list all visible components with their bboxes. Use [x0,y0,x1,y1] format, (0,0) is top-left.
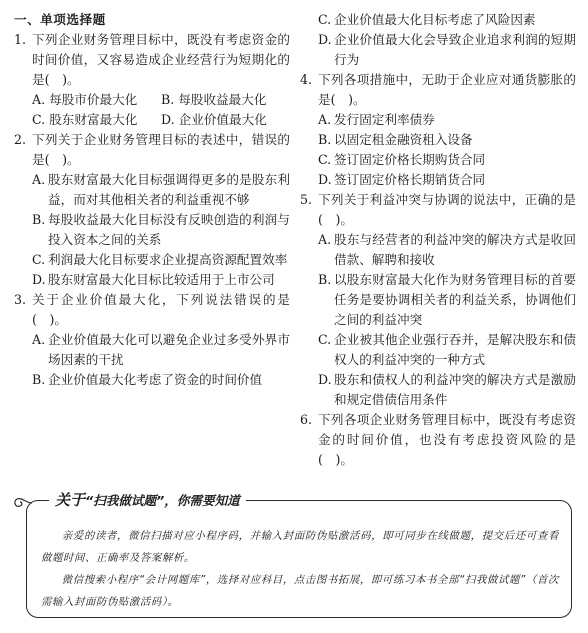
option-text: 企业价值最大化可以避免企业过多受外界市场因素的干扰 [48,332,290,367]
question-number: 1. [14,32,27,47]
option-text: 以固定租金融资租入设备 [334,132,473,147]
question-text: 下列企业财务管理目标中，既没有考虑资金的时间价值，又容易造成企业经营行为短期化的是( )。 [32,32,290,87]
option-label: D. [32,272,46,287]
option-a[interactable] [14,330,290,370]
notice-title-rest: “扫我做试题”，你需要知道 [85,493,240,508]
question-1 [14,30,290,90]
option-label: D. [318,372,332,387]
notice-title-prefix: 关于 [55,491,86,509]
option-d[interactable]: D. 企业价值最大化 [161,112,267,127]
option-row [14,90,290,110]
option-c[interactable] [300,150,576,170]
option-label: A. [318,112,332,127]
question-text: 下列关于企业财务管理目标的表述中，错误的是( )。 [32,132,290,167]
section-title: 一、单项选择题 [14,12,106,27]
option-label: C. [318,332,332,347]
option-a[interactable] [300,230,576,270]
option-a[interactable]: A. 每股市价最大化 [32,92,138,107]
scan-notice-box [26,491,572,618]
option-b[interactable] [14,370,290,390]
question-3 [14,290,290,330]
option-text: 利润最大化目标要求企业提高资源配置效率 [48,252,288,267]
option-b[interactable]: B. 每股收益最大化 [161,92,267,107]
option-label: C. [318,152,332,167]
option-label: B. [32,212,46,227]
option-a[interactable] [14,170,290,210]
option-text: 以股东财富最大化作为财务管理目标的首要任务是要协调相关者的利益关系，协调他们之间的利益冲突 [334,272,576,327]
option-c[interactable] [300,10,576,30]
option-text: 签订固定价格长期销货合同 [334,172,486,187]
option-label: A. [318,232,332,247]
left-column [14,10,290,390]
option-text: 发行固定利率债券 [334,112,435,127]
option-text: 企业被其他企业强行吞并，是解决股东和债权人的利益冲突的一种方式 [334,332,576,367]
question-5 [300,190,576,230]
question-text: 下列各项措施中，无助于企业应对通货膨胀的是( )。 [318,72,576,107]
question-2 [14,130,290,170]
question-text: 下列各项企业财务管理目标中，既没有考虑资金的时间价值，也没有考虑投资风险的是( )。 [318,412,576,467]
option-text: 企业价值最大化考虑了资金的时间价值 [48,372,263,387]
question-number: 5. [300,192,313,207]
option-b[interactable] [300,130,576,150]
option-text: 企业价值最大化会导致企业追求利润的短期行为 [334,32,576,67]
question-text: 下列关于利益冲突与协调的说法中，正确的是( )。 [318,192,576,227]
option-label: D. [318,32,332,47]
option-text: 股东财富最大化目标比较适用于上市公司 [48,272,275,287]
option-text: 签订固定价格长期购货合同 [334,152,486,167]
option-label: B. [318,272,332,287]
question-4 [300,70,576,110]
question-text: 关于企业价值最大化，下列说法错误的是( )。 [32,292,290,327]
option-c[interactable] [300,330,576,370]
option-label: B. [32,372,46,387]
option-label: C. [32,252,46,267]
option-text: 企业价值最大化目标考虑了风险因素 [334,12,536,27]
option-b[interactable] [300,270,576,330]
option-d[interactable] [300,370,576,410]
option-text: 股东和债权人的利益冲突的解决方式是激励和规定借债信用条件 [334,372,576,407]
option-c[interactable] [14,250,290,270]
notice-paragraph: 亲爱的读者，微信扫描对应小程序码，并输入封面防伪贴激活码，即可同步在线做题，提交后还可查看做题时间、正确率及答案解析。 [41,530,559,564]
option-row [14,110,290,130]
right-column [300,10,576,470]
question-number: 3. [14,292,27,307]
option-text: 股东与经营者的利益冲突的解决方式是收回借款、解聘和接收 [334,232,576,267]
notice-title [49,489,246,510]
question-number: 6. [300,412,313,427]
option-d[interactable] [300,170,576,190]
option-label: A. [32,172,46,187]
option-label: D. [318,172,332,187]
option-a[interactable] [300,110,576,130]
option-d[interactable] [300,30,576,70]
question-6 [300,410,576,470]
option-text: 每股收益最大化目标没有反映创造的利润与投入资本之间的关系 [48,212,290,247]
notice-paragraph: 微信搜索小程序“会计网题库”，选择对应科目，点击图书拓展，即可练习本书全部“扫我做试题”（首次需输入封面防伪贴激活码）。 [41,574,559,608]
option-d[interactable] [14,270,290,290]
option-c[interactable]: C. 股东财富最大化 [32,112,138,127]
option-label: B. [318,132,332,147]
notice-body [41,525,559,613]
option-label: C. [318,12,332,27]
option-label: A. [32,332,46,347]
option-text: 股东财富最大化目标强调得更多的是股东利益，而对其他相关者的利益重视不够 [48,172,290,207]
question-number: 4. [300,72,313,87]
question-number: 2. [14,132,27,147]
option-b[interactable] [14,210,290,250]
